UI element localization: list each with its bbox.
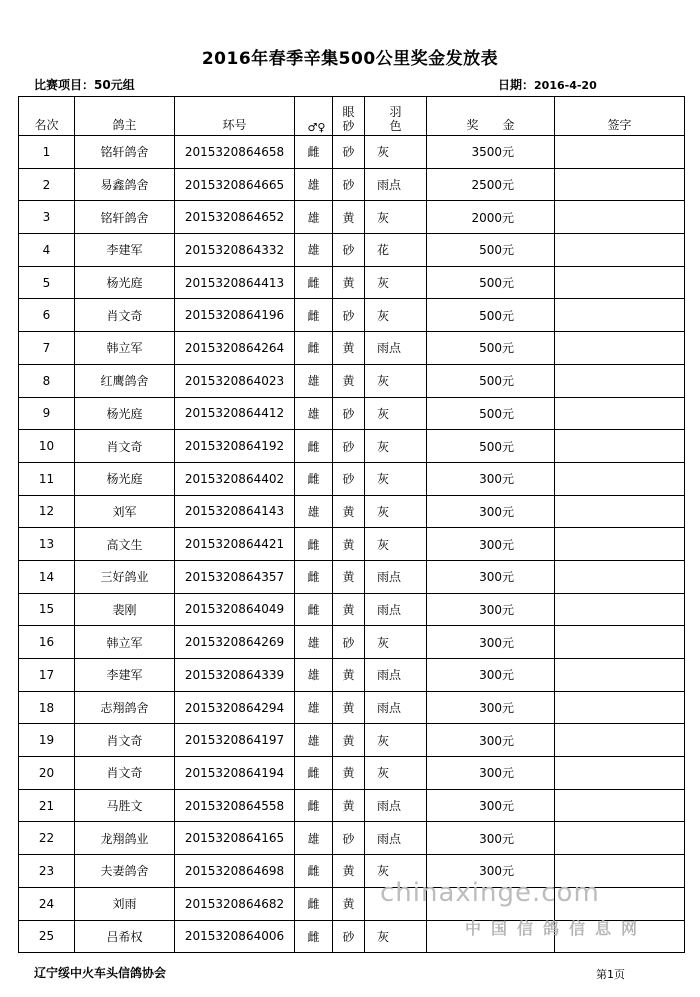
cell-feather-color: 灰 [365, 495, 427, 528]
footer-organization: 辽宁绥中火车头信鸽协会 [34, 966, 167, 980]
cell-signature [555, 201, 685, 234]
cell-sex: 雄 [295, 397, 333, 430]
cell-sex: 雌 [295, 430, 333, 463]
cell-owner: 铭轩鸽舍 [75, 136, 175, 169]
cell-sex: 雄 [295, 495, 333, 528]
cell-owner: 肖文奇 [75, 299, 175, 332]
cell-sex: 雄 [295, 691, 333, 724]
header-ring: 环号 [175, 97, 295, 136]
cell-owner: 杨光庭 [75, 266, 175, 299]
cell-ring: 2015320864294 [175, 691, 295, 724]
cell-feather-color: 灰 [365, 397, 427, 430]
cell-eye: 黄 [333, 659, 365, 692]
cell-signature [555, 691, 685, 724]
cell-owner: 裴刚 [75, 593, 175, 626]
table-row [19, 691, 685, 724]
header-signature: 签字 [555, 97, 685, 136]
cell-owner: 夫妻鸽舍 [75, 855, 175, 888]
sex-symbol: ♂♀ [307, 121, 326, 134]
cell-ring: 2015320864652 [175, 201, 295, 234]
cell-prize: 500元 [427, 234, 555, 267]
date-info [498, 76, 597, 93]
cell-prize: 2000元 [427, 201, 555, 234]
cell-eye: 砂 [333, 462, 365, 495]
cell-signature [555, 626, 685, 659]
cell-owner: 李建军 [75, 234, 175, 267]
cell-rank: 17 [19, 659, 75, 692]
cell-feather-color: 雨点 [365, 560, 427, 593]
cell-ring: 2015320864049 [175, 593, 295, 626]
cell-eye: 黄 [333, 757, 365, 790]
cell-sex: 雌 [295, 887, 333, 920]
cell-feather-color: 雨点 [365, 691, 427, 724]
cell-feather-color: 灰 [365, 266, 427, 299]
cell-ring: 2015320864402 [175, 462, 295, 495]
cell-feather-color: 灰 [365, 364, 427, 397]
cell-rank: 14 [19, 560, 75, 593]
cell-sex: 雌 [295, 299, 333, 332]
table-row [19, 528, 685, 561]
table-row [19, 332, 685, 365]
cell-sex: 雌 [295, 920, 333, 953]
header-feather [365, 97, 427, 136]
table-row [19, 822, 685, 855]
cell-owner: 杨光庭 [75, 397, 175, 430]
cell-rank: 16 [19, 626, 75, 659]
cell-ring: 2015320864412 [175, 397, 295, 430]
cell-owner: 龙翔鸽业 [75, 822, 175, 855]
table-row [19, 266, 685, 299]
cell-eye: 砂 [333, 626, 365, 659]
cell-owner: 马胜文 [75, 789, 175, 822]
cell-ring: 2015320864264 [175, 332, 295, 365]
cell-feather-color: 灰 [365, 299, 427, 332]
cell-signature [555, 593, 685, 626]
cell-eye: 砂 [333, 299, 365, 332]
cell-owner: 肖文奇 [75, 430, 175, 463]
cell-ring: 2015320864421 [175, 528, 295, 561]
cell-feather-color: 雨点 [365, 593, 427, 626]
table-row [19, 168, 685, 201]
cell-feather-color: 灰 [365, 855, 427, 888]
cell-eye: 黄 [333, 495, 365, 528]
cell-feather-color: 花 [365, 234, 427, 267]
cell-rank: 20 [19, 757, 75, 790]
header-rank: 名次 [19, 97, 75, 136]
cell-ring: 2015320864357 [175, 560, 295, 593]
cell-eye: 黄 [333, 855, 365, 888]
cell-feather-color: 灰 [365, 430, 427, 463]
cell-rank: 13 [19, 528, 75, 561]
cell-prize: 300元 [427, 659, 555, 692]
event-value: 50元组 [94, 78, 135, 92]
cell-owner: 杨光庭 [75, 462, 175, 495]
cell-signature [555, 495, 685, 528]
table-row [19, 397, 685, 430]
table-row [19, 462, 685, 495]
cell-rank: 2 [19, 168, 75, 201]
cell-prize: 300元 [427, 560, 555, 593]
cell-prize: 300元 [427, 789, 555, 822]
cell-signature [555, 462, 685, 495]
cell-feather-color: 灰 [365, 201, 427, 234]
header-feather-1: 羽 [389, 105, 402, 119]
cell-owner: 刘军 [75, 495, 175, 528]
cell-ring: 2015320864658 [175, 136, 295, 169]
cell-sex: 雄 [295, 724, 333, 757]
cell-sex: 雄 [295, 659, 333, 692]
cell-feather-color: 灰 [365, 462, 427, 495]
cell-ring: 2015320864023 [175, 364, 295, 397]
table-row [19, 757, 685, 790]
cell-rank: 8 [19, 364, 75, 397]
cell-ring: 2015320864143 [175, 495, 295, 528]
cell-sex: 雄 [295, 234, 333, 267]
table-row [19, 560, 685, 593]
cell-sex: 雄 [295, 822, 333, 855]
cell-sex: 雌 [295, 560, 333, 593]
cell-sex: 雌 [295, 789, 333, 822]
header-sex [295, 97, 333, 136]
cell-eye: 黄 [333, 364, 365, 397]
cell-feather-color: 灰 [365, 920, 427, 953]
footer-page-number: 第1页 [596, 968, 625, 981]
cell-prize: 500元 [427, 332, 555, 365]
cell-eye: 黄 [333, 789, 365, 822]
cell-eye: 砂 [333, 822, 365, 855]
watermark-url: chinaxinge.com [380, 878, 600, 908]
cell-eye: 砂 [333, 920, 365, 953]
table-row [19, 430, 685, 463]
table-row [19, 364, 685, 397]
cell-rank: 3 [19, 201, 75, 234]
cell-feather-color: 灰 [365, 724, 427, 757]
cell-sex: 雌 [295, 462, 333, 495]
cell-signature [555, 332, 685, 365]
cell-prize: 500元 [427, 266, 555, 299]
header-eye [333, 97, 365, 136]
cell-eye: 黄 [333, 724, 365, 757]
cell-sex: 雌 [295, 855, 333, 888]
event-info [34, 76, 135, 93]
cell-ring: 2015320864269 [175, 626, 295, 659]
cell-prize: 2500元 [427, 168, 555, 201]
table-row [19, 789, 685, 822]
cell-rank: 18 [19, 691, 75, 724]
cell-ring: 2015320864196 [175, 299, 295, 332]
cell-eye: 黄 [333, 691, 365, 724]
cell-owner: 铭轩鸽舍 [75, 201, 175, 234]
cell-signature [555, 299, 685, 332]
cell-signature [555, 136, 685, 169]
cell-rank: 21 [19, 789, 75, 822]
cell-eye: 砂 [333, 397, 365, 430]
cell-ring: 2015320864558 [175, 789, 295, 822]
cell-prize: 500元 [427, 430, 555, 463]
cell-signature [555, 168, 685, 201]
cell-ring: 2015320864332 [175, 234, 295, 267]
cell-feather-color: 灰 [365, 757, 427, 790]
cell-rank: 6 [19, 299, 75, 332]
cell-rank: 12 [19, 495, 75, 528]
header-feather-2: 色 [389, 119, 402, 133]
cell-feather-color: 灰 [365, 136, 427, 169]
cell-owner: 高文生 [75, 528, 175, 561]
cell-prize: 300元 [427, 691, 555, 724]
cell-prize: 3500元 [427, 136, 555, 169]
date-label: 日期： [498, 78, 535, 92]
header-eye-1: 眼 [342, 105, 355, 119]
cell-prize: 500元 [427, 364, 555, 397]
cell-owner: 韩立军 [75, 332, 175, 365]
cell-rank: 11 [19, 462, 75, 495]
cell-owner: 韩立军 [75, 626, 175, 659]
cell-sex: 雌 [295, 136, 333, 169]
cell-sex: 雄 [295, 626, 333, 659]
header-row [19, 97, 685, 136]
cell-signature [555, 397, 685, 430]
cell-feather-color: 灰 [365, 626, 427, 659]
table-row [19, 136, 685, 169]
cell-owner: 李建军 [75, 659, 175, 692]
cell-sex: 雌 [295, 266, 333, 299]
cell-prize: 500元 [427, 299, 555, 332]
cell-prize: 300元 [427, 495, 555, 528]
date-value: 2016-4-20 [534, 79, 597, 92]
cell-rank: 7 [19, 332, 75, 365]
cell-ring: 2015320864413 [175, 266, 295, 299]
cell-prize: 300元 [427, 855, 555, 888]
cell-ring: 2015320864698 [175, 855, 295, 888]
cell-feather-color: 雨点 [365, 168, 427, 201]
cell-feather-color: 雨点 [365, 822, 427, 855]
cell-prize: 500元 [427, 397, 555, 430]
table-row [19, 593, 685, 626]
cell-prize: 300元 [427, 822, 555, 855]
cell-rank: 9 [19, 397, 75, 430]
cell-signature [555, 266, 685, 299]
cell-ring: 2015320864165 [175, 822, 295, 855]
cell-prize: 300元 [427, 528, 555, 561]
cell-ring: 2015320864682 [175, 887, 295, 920]
cell-rank: 24 [19, 887, 75, 920]
header-owner: 鸽主 [75, 97, 175, 136]
cell-rank: 1 [19, 136, 75, 169]
cell-signature [555, 789, 685, 822]
cell-signature [555, 364, 685, 397]
cell-ring: 2015320864194 [175, 757, 295, 790]
cell-signature [555, 528, 685, 561]
cell-prize: 300元 [427, 724, 555, 757]
table-row [19, 626, 685, 659]
table-row [19, 659, 685, 692]
cell-owner: 三好鸽业 [75, 560, 175, 593]
cell-sex: 雄 [295, 364, 333, 397]
cell-eye: 黄 [333, 593, 365, 626]
cell-eye: 砂 [333, 430, 365, 463]
cell-eye: 黄 [333, 332, 365, 365]
cell-eye: 黄 [333, 528, 365, 561]
cell-signature [555, 757, 685, 790]
table-row [19, 234, 685, 267]
cell-ring: 2015320864197 [175, 724, 295, 757]
prize-table [18, 96, 685, 953]
table-row [19, 724, 685, 757]
cell-signature [555, 659, 685, 692]
cell-sex: 雌 [295, 528, 333, 561]
cell-sex: 雌 [295, 332, 333, 365]
cell-feather-color: 雨点 [365, 659, 427, 692]
cell-rank: 4 [19, 234, 75, 267]
cell-rank: 19 [19, 724, 75, 757]
cell-eye: 黄 [333, 560, 365, 593]
cell-signature [555, 560, 685, 593]
cell-eye: 砂 [333, 168, 365, 201]
cell-owner: 吕希权 [75, 920, 175, 953]
table-row [19, 495, 685, 528]
cell-sex: 雄 [295, 168, 333, 201]
cell-sex: 雌 [295, 593, 333, 626]
cell-signature [555, 430, 685, 463]
cell-feather-color: 雨点 [365, 332, 427, 365]
document-title: 2016年春季辛集500公里奖金发放表 [201, 49, 499, 69]
cell-eye: 砂 [333, 136, 365, 169]
cell-rank: 5 [19, 266, 75, 299]
cell-rank: 22 [19, 822, 75, 855]
cell-owner: 红鹰鸽舍 [75, 364, 175, 397]
cell-prize: 300元 [427, 757, 555, 790]
cell-owner: 志翔鸽舍 [75, 691, 175, 724]
event-label: 比赛项目： [34, 78, 95, 92]
cell-owner: 易鑫鸽舍 [75, 168, 175, 201]
cell-eye: 黄 [333, 201, 365, 234]
cell-owner: 刘雨 [75, 887, 175, 920]
cell-rank: 23 [19, 855, 75, 888]
header-prize: 奖 金 [427, 97, 555, 136]
cell-ring: 2015320864192 [175, 430, 295, 463]
cell-signature [555, 234, 685, 267]
cell-sex: 雌 [295, 757, 333, 790]
cell-ring: 2015320864665 [175, 168, 295, 201]
cell-prize: 300元 [427, 593, 555, 626]
cell-feather-color: 雨点 [365, 789, 427, 822]
cell-prize: 300元 [427, 462, 555, 495]
cell-signature [555, 724, 685, 757]
cell-owner: 肖文奇 [75, 757, 175, 790]
table-row [19, 201, 685, 234]
cell-rank: 25 [19, 920, 75, 953]
cell-ring: 2015320864339 [175, 659, 295, 692]
cell-ring: 2015320864006 [175, 920, 295, 953]
cell-rank: 10 [19, 430, 75, 463]
header-eye-2: 砂 [342, 119, 355, 133]
cell-sex: 雄 [295, 201, 333, 234]
cell-feather-color: 灰 [365, 528, 427, 561]
cell-eye: 砂 [333, 234, 365, 267]
cell-signature [555, 822, 685, 855]
cell-prize: 300元 [427, 626, 555, 659]
cell-eye: 黄 [333, 266, 365, 299]
table-row [19, 299, 685, 332]
watermark-site-name: 中国信鸽信息网 [465, 919, 648, 938]
cell-rank: 15 [19, 593, 75, 626]
cell-eye: 黄 [333, 887, 365, 920]
cell-owner: 肖文奇 [75, 724, 175, 757]
